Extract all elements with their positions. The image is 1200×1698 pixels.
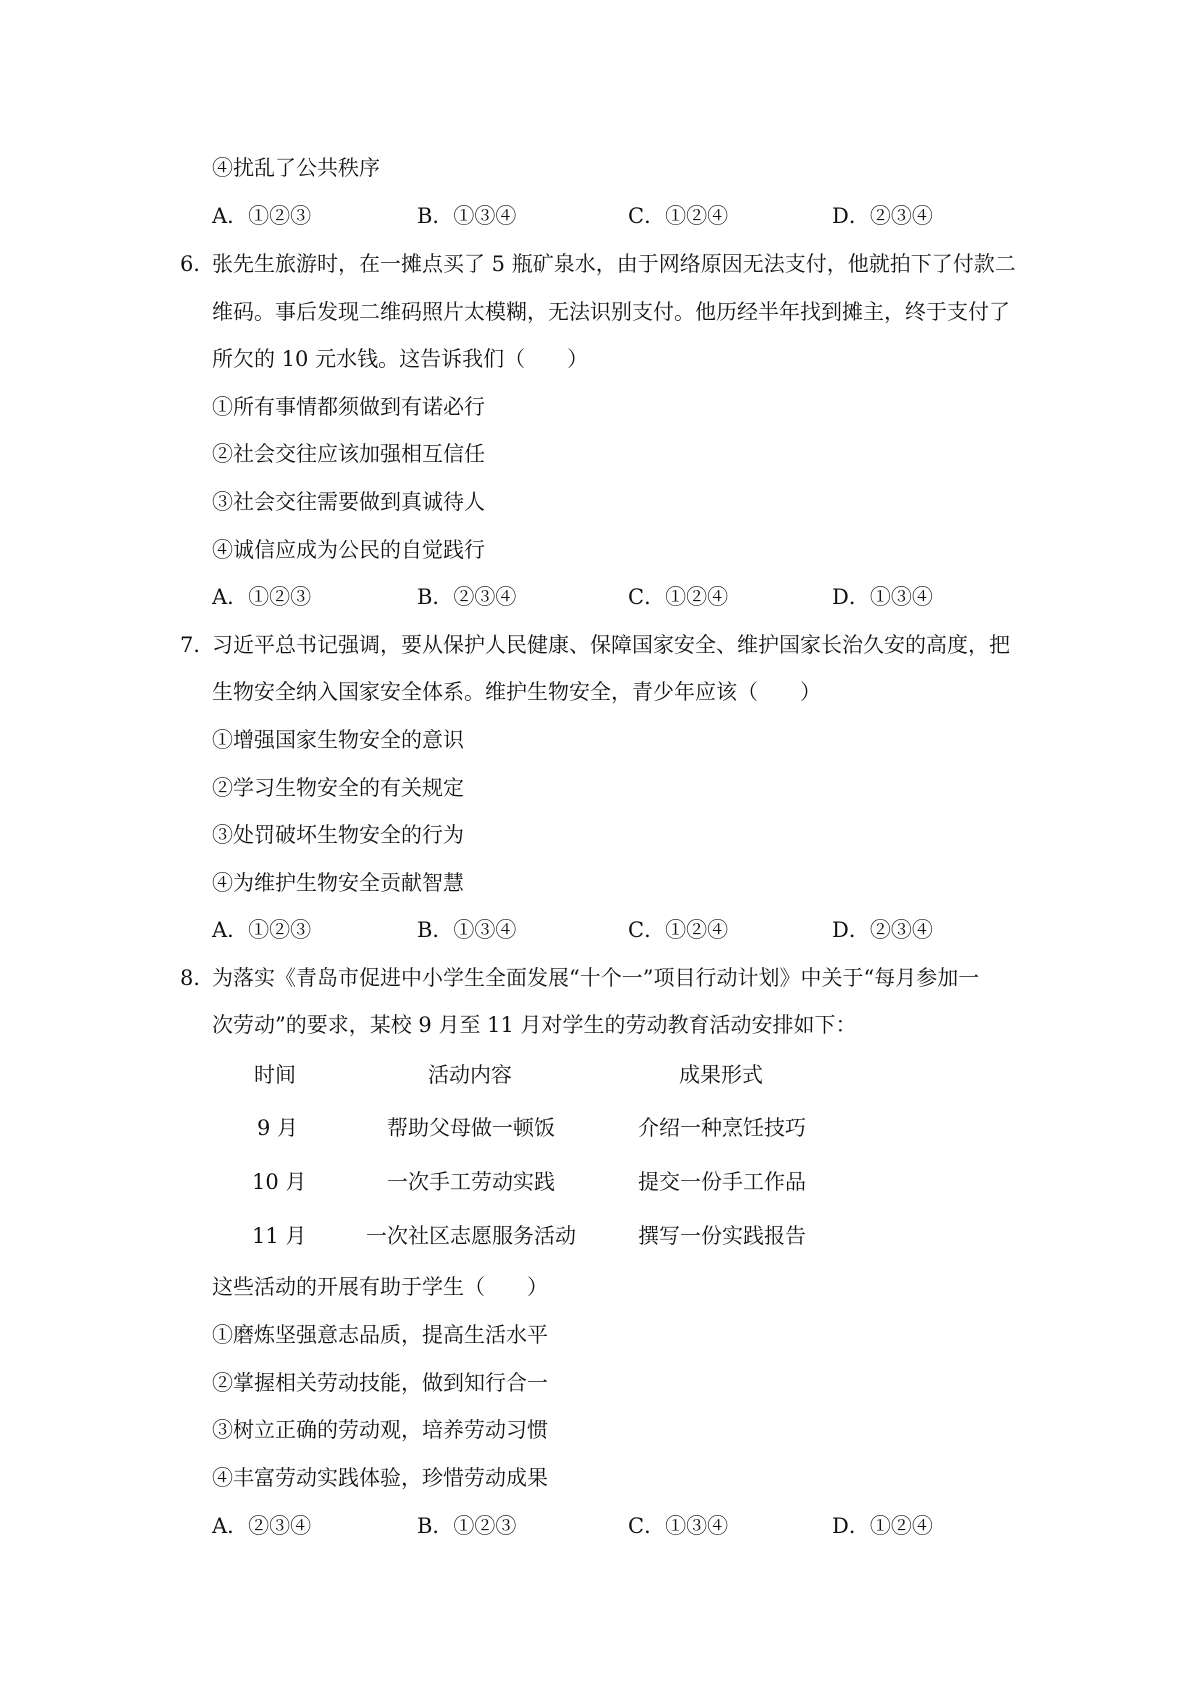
q8-item-2: ②掌握相关劳动技能，做到知行合一 xyxy=(212,1371,548,1395)
q7-item-1: ①增强国家生物安全的意识 xyxy=(212,728,464,752)
table-row-1-time: 9 月 xyxy=(257,1116,299,1140)
table-header-content: 活动内容 xyxy=(428,1063,512,1087)
q6-number: 6． xyxy=(180,252,215,276)
q5-option-b: B．①③④ xyxy=(417,204,517,228)
q5-option-a: A．①②③ xyxy=(212,204,312,228)
table-header-result: 成果形式 xyxy=(679,1063,763,1087)
q6-options xyxy=(212,587,972,611)
q6-stem-line-1: 张先生旅游时，在一摊点买了 5 瓶矿泉水，由于网络原因无法支付，他就拍下了付款二 xyxy=(212,252,1016,276)
q8-item-4: ④丰富劳动实践体验，珍惜劳动成果 xyxy=(212,1466,548,1490)
q7-option-d: D．②③④ xyxy=(832,918,933,942)
q7-item-2: ②学习生物安全的有关规定 xyxy=(212,776,464,800)
q8-item-3: ③树立正确的劳动观，培养劳动习惯 xyxy=(212,1418,548,1442)
q8-option-c: C．①③④ xyxy=(628,1514,729,1538)
q6-item-1: ①所有事情都须做到有诺必行 xyxy=(212,395,485,419)
q5-option-c: C．①②④ xyxy=(628,204,729,228)
q8-option-a: A．②③④ xyxy=(212,1514,312,1538)
q8-stem-line-2: 次劳动”的要求，某校 9 月至 11 月对学生的劳动教育活动安排如下： xyxy=(212,1013,857,1037)
q6-item-2: ②社会交往应该加强相互信任 xyxy=(212,442,485,466)
q7-item-4: ④为维护生物安全贡献智慧 xyxy=(212,871,464,895)
q5-option-d: D．②③④ xyxy=(832,204,933,228)
table-header-time: 时间 xyxy=(254,1063,296,1087)
q8-stem-line-1: 为落实《青岛市促进中小学生全面发展“十个一”项目行动计划》中关于“每月参加一 xyxy=(212,966,980,990)
table-row-2-content: 一次手工劳动实践 xyxy=(387,1170,555,1194)
table-row-2-result: 提交一份手工作品 xyxy=(638,1170,806,1194)
q6-option-c: C．①②④ xyxy=(628,585,729,609)
table-row-3-result: 撰写一份实践报告 xyxy=(638,1224,806,1248)
q6-stem-line-2: 维码。事后发现二维码照片太模糊，无法识别支付。他历经半年找到摊主，终于支付了 xyxy=(212,300,1010,324)
q7-number: 7． xyxy=(180,633,215,657)
q8-number: 8． xyxy=(180,966,215,990)
q5-options xyxy=(212,206,972,230)
q7-stem-line-1: 习近平总书记强调，要从保护人民健康、保障国家安全、维护国家长治久安的高度，把 xyxy=(212,633,1010,657)
q7-option-b: B．①③④ xyxy=(417,918,517,942)
q8-option-b: B．①②③ xyxy=(417,1514,517,1538)
q8-question: 这些活动的开展有助于学生（ ） xyxy=(212,1275,548,1299)
table-row-1-content: 帮助父母做一顿饭 xyxy=(387,1116,555,1140)
q7-option-c: C．①②④ xyxy=(628,918,729,942)
q6-stem-line-3: 所欠的 10 元水钱。这告诉我们（ ） xyxy=(212,347,589,371)
table-row-3-content: 一次社区志愿服务活动 xyxy=(366,1224,576,1248)
q8-options xyxy=(212,1516,972,1540)
q8-option-d: D．①②④ xyxy=(832,1514,933,1538)
table-row-2-time: 10 月 xyxy=(252,1170,307,1194)
q7-stem-line-2: 生物安全纳入国家安全体系。维护生物安全，青少年应该（ ） xyxy=(212,680,821,704)
q6-option-a: A．①②③ xyxy=(212,585,312,609)
q7-item-3: ③处罚破坏生物安全的行为 xyxy=(212,823,464,847)
q6-item-3: ③社会交往需要做到真诚待人 xyxy=(212,490,485,514)
q7-options xyxy=(212,920,972,944)
q6-option-b: B．②③④ xyxy=(417,585,517,609)
table-row-3-time: 11 月 xyxy=(252,1224,307,1248)
table-row-1-result: 介绍一种烹饪技巧 xyxy=(638,1116,806,1140)
q7-option-a: A．①②③ xyxy=(212,918,312,942)
q8-item-1: ①磨炼坚强意志品质，提高生活水平 xyxy=(212,1323,548,1347)
q5-item-4: ④扰乱了公共秩序 xyxy=(212,156,380,180)
q6-option-d: D．①③④ xyxy=(832,585,933,609)
q6-item-4: ④诚信应成为公民的自觉践行 xyxy=(212,538,485,562)
